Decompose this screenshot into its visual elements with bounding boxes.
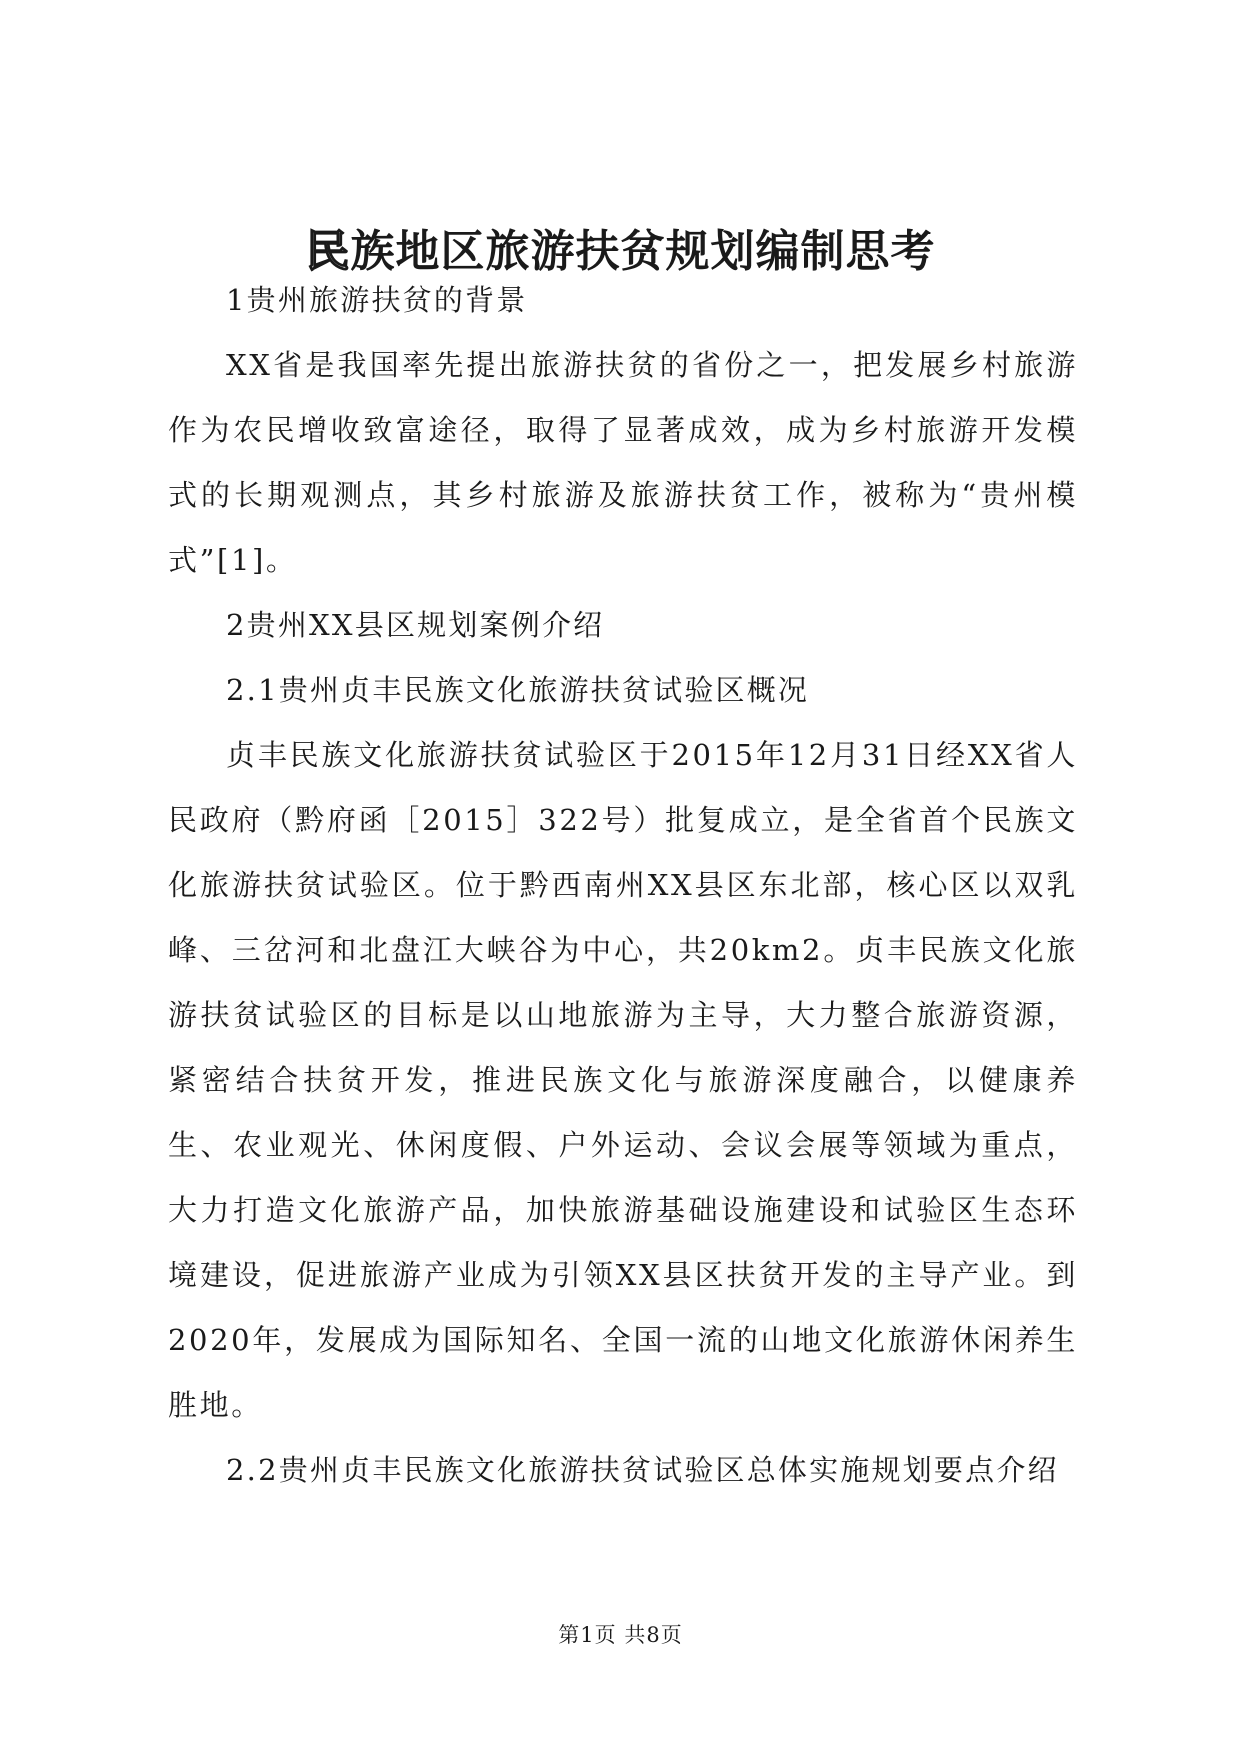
- section-heading-2-2: 2.2贵州贞丰民族文化旅游扶贫试验区总体实施规划要点介绍: [226, 1453, 1059, 1487]
- title-rest: 族地区旅游扶贫规划编制思考: [350, 226, 936, 277]
- page-footer: 第1页 共8页: [558, 1623, 683, 1647]
- paragraph-background: XX省是我国率先提出旅游扶贫的省份之一，把发展乡村旅游作为农民增收致富途径，取得了显著成效，成为乡村旅游开发模式的长期观测点，其乡村旅游及旅游扶贫工作，被称为“贵州模式”[1]。: [168, 348, 1078, 577]
- section-heading-2-1: 2.1贵州贞丰民族文化旅游扶贫试验区概况: [226, 673, 810, 707]
- document-body: [168, 268, 1078, 1503]
- section-heading-1: 1贵州旅游扶贫的背景: [226, 283, 528, 317]
- section-heading-2: 2贵州XX县区规划案例介绍: [226, 608, 605, 642]
- paragraph-overview: 贞丰民族文化旅游扶贫试验区于2015年12月31日经XX省人民政府（黔府函［2015］322号）批复成立，是全省首个民族文化旅游扶贫试验区。位于黔西南州XX县区东北部，核心区以双乳峰、三岔河和北盘江大峡谷为中心，共20km2。贞丰民族文化旅游扶贫试验区的目标是以山地旅游为主导，大力整合旅游资源，紧密结合扶贫开发，推进民族文化与旅游深度融合，以健康养生、农业观光、休闲度假、户外运动、会议会展等领域为重点，大力打造文化旅游产品，加快旅游基础设施建设和试验区生态环境建设，促进旅游产业成为引领XX县区扶贫开发的主导产业。到2020年，发展成为国际知名、全国一流的山地文化旅游休闲养生胜地。: [168, 738, 1078, 1422]
- title-first-char: 民: [305, 226, 351, 277]
